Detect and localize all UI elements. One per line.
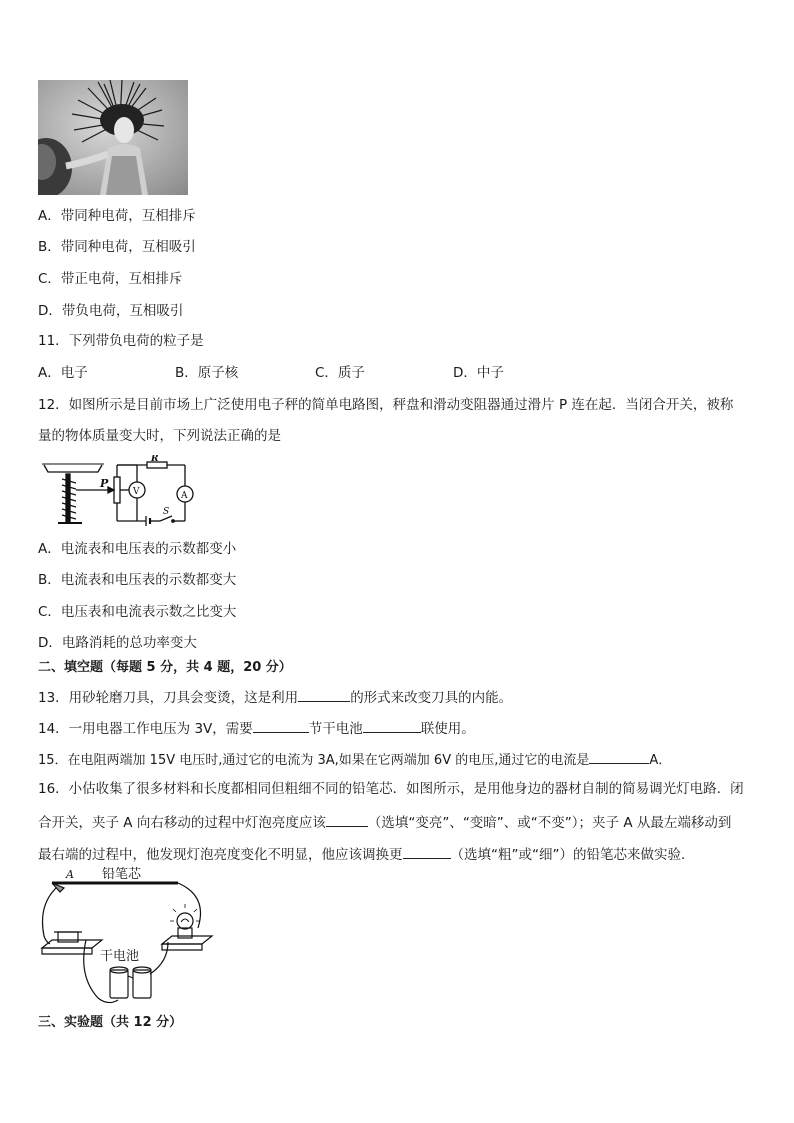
q16-line2: [38, 812, 731, 832]
q12-label-v: V: [133, 487, 140, 497]
q16-line3: [38, 844, 694, 864]
q12-option-b: B．电流表和电压表的示数都变大: [38, 572, 237, 588]
q14-answer-blank-2[interactable]: [363, 718, 421, 733]
q10-option-a: A．带同种电荷，互相排斥: [38, 208, 196, 224]
q15-answer-blank[interactable]: [589, 749, 649, 764]
q16-circuit-diagram: [38, 866, 223, 1011]
q11-option-a: A．电子: [38, 365, 88, 381]
q14-text-before: 14．一用电器工作电压为 3V，需要: [38, 721, 253, 737]
q12-label-p: P: [100, 477, 109, 490]
q13-text-after: 的形式来改变刀具的内能。: [350, 690, 513, 706]
section-3-title: 三、实验题（共 12 分）: [38, 1015, 183, 1030]
q16-line3-before: 最右端的过程中，他发现灯泡亮度变化不明显，他应该调换更: [38, 847, 403, 863]
q10-option-b: B．带同种电荷，互相吸引: [38, 239, 196, 255]
q13-answer-blank[interactable]: [298, 687, 350, 702]
q12-stem-line2: 量的物体质量变大时，下列说法正确的是: [38, 428, 281, 444]
q12-label-s: S: [163, 507, 170, 517]
q15: [38, 749, 671, 770]
q11-stem: 11．下列带负电荷的粒子是: [38, 333, 204, 349]
q12-option-c: C．电压表和电流表示数之比变大: [38, 604, 237, 620]
q14-answer-blank-1[interactable]: [253, 718, 309, 733]
q10-option-c: C．带正电荷，互相排斥: [38, 271, 183, 287]
q12-label-r: R: [151, 455, 159, 464]
q13: [38, 687, 512, 707]
q16-answer-blank-1[interactable]: [326, 812, 368, 827]
section-2-title: 二、填空题（每题 5 分，共 4 题，20 分）: [38, 660, 292, 675]
q16-line1: 16．小估收集了很多材料和长度都相同但粗细不同的铅笔芯．如图所示，是用他身边的器材自制的简易调光灯电路．闭: [38, 781, 744, 797]
q11-option-d: D．中子: [453, 365, 504, 381]
q14: [38, 718, 475, 738]
q12-option-d: D．电路消耗的总功率变大: [38, 635, 197, 651]
q14-text-middle: 节干电池: [308, 721, 363, 737]
q10-option-d: D．带负电荷，互相吸引: [38, 303, 184, 319]
q16-label-a: A: [66, 868, 74, 881]
q16-line2-after: （选填“变亮”、“变暗”、或“不变”）；夹子 A 从最左端移动到: [367, 815, 732, 831]
q15-text-before: 15．在电阻两端加 15V 电压时,通过它的电流为 3A,如果在它两端加 6V 的电压,通过它的电流是: [38, 753, 590, 768]
q14-text-after: 联使用。: [420, 721, 475, 737]
q11-option-c: C．质子: [315, 365, 365, 381]
q12-circuit-diagram: [38, 455, 198, 530]
q12-option-a: A．电流表和电压表的示数都变小: [38, 541, 237, 557]
q11-option-b: B．原子核: [175, 365, 239, 381]
q12-stem-line1: 12．如图所示是目前市场上广泛使用电子秤的简单电路图，秤盘和滑动变阻器通过滑片 P 连在起．当闭合开关，被称: [38, 397, 734, 413]
q16-label-battery: 干电池: [100, 949, 140, 964]
q16-line2-before: 合开关，夹子 A 向右移动的过程中灯泡亮度应该: [38, 815, 326, 831]
static-electricity-photo: [38, 80, 188, 195]
q16-label-pencil-lead: 铅笔芯: [102, 867, 142, 882]
q13-text-before: 13．用砂轮磨刀具，刀具会变烫，这是利用: [38, 690, 299, 706]
q11-options: [38, 364, 504, 382]
q16-line3-after: （选填“粗”或“细”）的铅笔芯来做实验．: [450, 847, 695, 863]
q12-label-a: A: [181, 491, 188, 501]
q15-text-after: A．: [649, 753, 672, 768]
q16-answer-blank-2[interactable]: [403, 844, 451, 859]
